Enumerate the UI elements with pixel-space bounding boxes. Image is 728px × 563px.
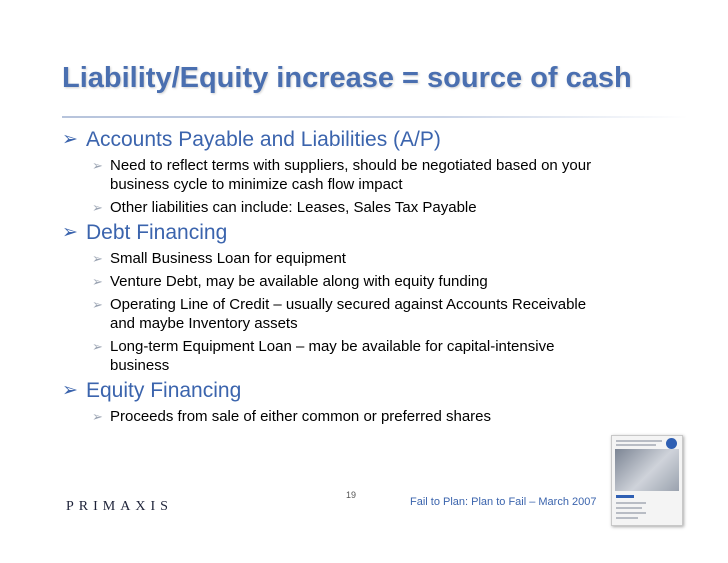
title-underline <box>62 116 688 118</box>
slide-title: Liability/Equity increase = source of cash <box>62 62 632 94</box>
arrow-bullet-icon: ➢ <box>92 158 103 173</box>
section-heading-accounts-payable: ➢ Accounts Payable and Liabilities (A/P) <box>62 128 441 151</box>
section-heading-debt-financing: ➢ Debt Financing <box>62 221 228 244</box>
list-item: ➢ Other liabilities can include: Leases, Sales Tax Payable <box>92 199 477 216</box>
page-number: 19 <box>346 490 357 500</box>
thumbnail-badge-icon <box>666 438 677 449</box>
thumbnail-text-line <box>616 507 642 509</box>
list-item: ➢ Venture Debt, may be available along with equity funding <box>92 273 488 290</box>
list-item: ➢ Operating Line of Credit – usually secured against Accounts Receivable and maybe Inventory assets <box>92 296 587 332</box>
footer-caption: Fail to Plan: Plan to Fail – March 2007 <box>410 496 597 508</box>
thumbnail-text-line <box>616 444 656 446</box>
arrow-bullet-icon: ➢ <box>92 297 103 312</box>
arrow-bullet-icon: ➢ <box>92 251 103 266</box>
document-thumbnail <box>611 435 683 526</box>
arrow-bullet-icon: ➢ <box>92 200 103 215</box>
arrow-bullet-icon: ➢ <box>62 129 78 150</box>
arrow-bullet-icon: ➢ <box>62 380 78 401</box>
section-heading-equity-financing: ➢ Equity Financing <box>62 379 242 402</box>
list-item: ➢ Small Business Loan for equipment <box>92 250 346 267</box>
thumbnail-text-line <box>616 517 638 519</box>
thumbnail-text-line <box>616 440 662 442</box>
thumbnail-accent-bar <box>616 495 634 498</box>
thumbnail-text-line <box>616 502 646 504</box>
arrow-bullet-icon: ➢ <box>62 222 78 243</box>
primaxis-logo: PRIMAXIS <box>66 499 173 514</box>
bullet-list <box>62 128 682 426</box>
list-item: ➢ Long-term Equipment Loan – may be available for capital-intensive business <box>92 338 555 374</box>
thumbnail-photo <box>615 449 679 491</box>
arrow-bullet-icon: ➢ <box>92 274 103 289</box>
thumbnail-text-line <box>616 512 646 514</box>
arrow-bullet-icon: ➢ <box>92 409 103 424</box>
list-item: ➢ Need to reflect terms with suppliers, should be negotiated based on your business cycle to minimize cash flow impact <box>92 157 592 193</box>
arrow-bullet-icon: ➢ <box>92 339 103 354</box>
list-item: ➢ Proceeds from sale of either common or preferred shares <box>92 408 491 425</box>
